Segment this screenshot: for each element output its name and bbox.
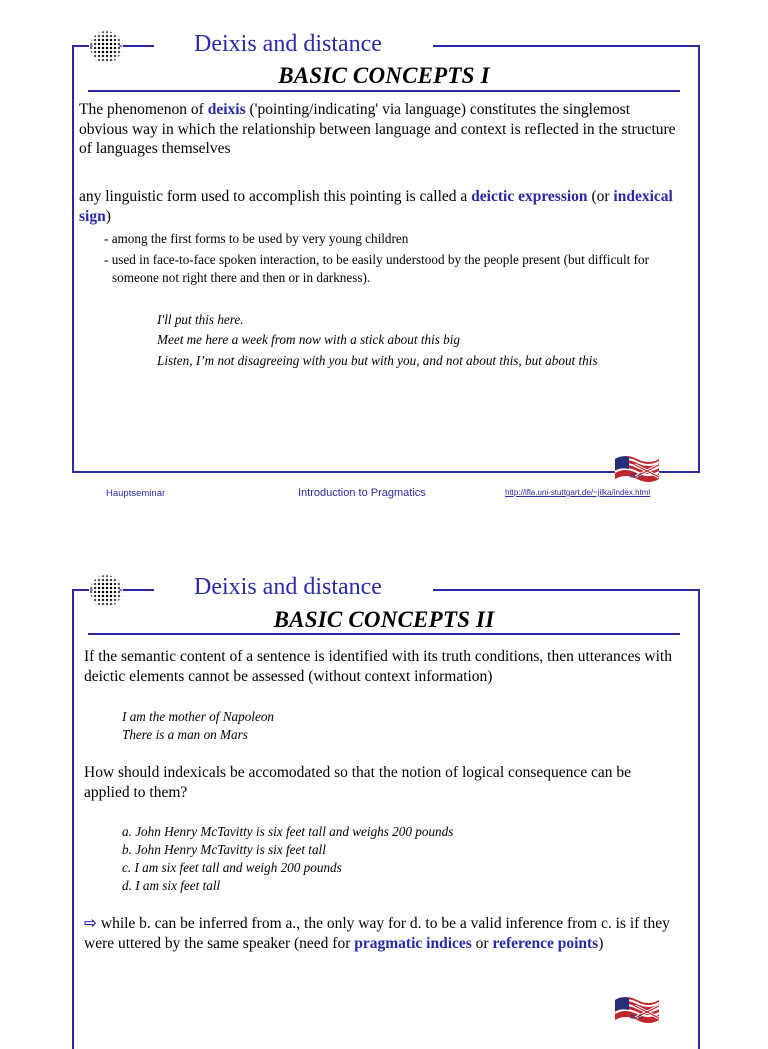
slide-basic-concepts-2: [0, 560, 768, 1024]
flag-label: IfLA: [630, 473, 643, 480]
slide-heading: Deixis and distance: [194, 574, 382, 600]
example-line: c. I am six feet tall and weigh 200 pounds: [122, 860, 342, 875]
footer-link[interactable]: http://ifla.uni-stuttgart.de/~jilka/index.html: [505, 488, 651, 497]
slide-heading: Deixis and distance: [194, 31, 382, 57]
example-line: d. I am six feet tall: [122, 878, 221, 893]
example-line: Meet me here a week from now with a stick about this big: [157, 332, 461, 347]
halftone-logo-icon: [89, 574, 123, 608]
flag-label: IfLA: [630, 1014, 643, 1021]
example-line: a. John Henry McTavitty is six feet tall and weighs 200 pounds: [122, 824, 454, 839]
flag-logo-icon: [613, 992, 661, 1026]
slide-title: BASIC CONCEPTS II: [273, 607, 495, 632]
example-line: b. John Henry McTavitty is six feet tall: [122, 842, 326, 857]
keyword-indexical-sign: indexical sign: [79, 188, 673, 225]
example-line: I'll put this here.: [157, 312, 244, 327]
bullet-item: - among the first forms to be used by very young children: [104, 231, 409, 246]
bullet-item: - used in face-to-face spoken interaction, to be easily understood by the people present (but difficult for someone not right there and then or in darkness).: [104, 252, 650, 285]
frame-top-line-right: [433, 589, 698, 591]
flag-logo-icon: [613, 451, 661, 485]
keyword-deictic-expression: deictic expression: [471, 188, 588, 205]
paragraph-deictic-expression: any linguistic form used to accomplish this pointing is called a deictic expression (or indexical sign): [79, 188, 673, 225]
keyword-pragmatic-indices: pragmatic indices: [354, 934, 472, 952]
slide-basic-concepts-1: [0, 0, 768, 520]
paragraph-indexicals-question: How should indexicals be accomodated so that the notion of logical consequence can be applied to them?: [84, 764, 632, 801]
footer-center: Introduction to Pragmatics: [298, 487, 426, 499]
keyword-deixis: deixis: [207, 101, 246, 118]
example-line: I am the mother of Napoleon: [122, 709, 275, 724]
halftone-logo-icon: [89, 30, 123, 64]
example-line: There is a man on Mars: [122, 727, 248, 742]
title-underline: [88, 633, 680, 635]
paragraph-conclusion: ⇨ while b. can be inferred from a., the only way for d. to be a valid inference from c. is if they were uttered by the same speaker (need for pragmatic indices or reference points): [84, 914, 670, 952]
slide-title: BASIC CONCEPTS I: [278, 63, 490, 88]
frame-top-line-right: [433, 45, 698, 47]
paragraph-truth-conditions: If the semantic content of a sentence is identified with its truth conditions, then utterances with deictic elements cannot be assessed (without context information): [84, 648, 672, 685]
paragraph-deixis: The phenomenon of deixis ('pointing/indicating' via language) constitutes the singlemost obvious way in which the relationship between language and context is reflected in the structure of languages themselves: [79, 101, 676, 157]
keyword-reference-points: reference points: [492, 934, 599, 952]
example-line: Listen, I’m not disagreeing with you but with you, and not about this, but about this: [157, 353, 598, 368]
arrow-right-icon: ⇨: [84, 914, 97, 932]
footer-left: Hauptseminar: [106, 488, 166, 499]
title-underline: [88, 90, 680, 92]
